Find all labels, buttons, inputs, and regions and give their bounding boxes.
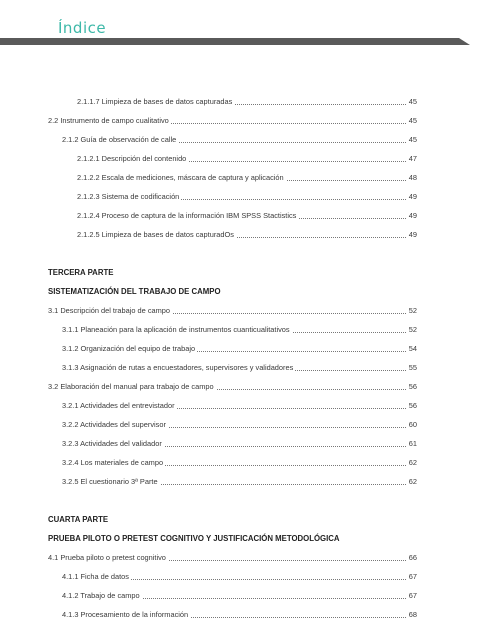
toc-entry: [0, 377, 480, 396]
toc-entry: [0, 206, 480, 225]
toc-entry-label: 4.1.3 Procesamiento de la información: [62, 605, 190, 624]
toc-entry: [0, 130, 480, 149]
toc-entry-page: 55: [407, 358, 417, 377]
toc-entry-label: 2.1.2.5 Limpieza de bases de datos capturadOs: [77, 225, 236, 244]
section-gap: [0, 491, 480, 510]
toc-entry-page: 62: [407, 472, 417, 491]
toc-entry: [0, 149, 480, 168]
part4-subheading: PRUEBA PILOTO O PRETEST COGNITIVO Y JUSTIFICACIÓN METODOLÓGICA: [48, 534, 340, 543]
toc-entry-page: 61: [407, 434, 417, 453]
toc-entry: [0, 168, 480, 187]
toc-entry-page: 52: [407, 320, 417, 339]
toc-entry: [0, 339, 480, 358]
toc-entry: [0, 358, 480, 377]
toc-entry-label: 3.2.1 Actividades del entrevistador: [62, 396, 177, 415]
part4-heading: CUARTA PARTE: [48, 515, 109, 524]
toc-entry-page: 49: [407, 206, 417, 225]
table-of-contents: [0, 92, 480, 624]
toc-entry-page: 60: [407, 415, 417, 434]
toc-entry-label: 3.2.5 El cuestionario 3ª Parte: [62, 472, 160, 491]
toc-entry-page: 54: [407, 339, 417, 358]
section-gap: [0, 244, 480, 263]
toc-entry: [0, 605, 480, 624]
part3-heading: TERCERA PARTE: [48, 268, 114, 277]
toc-entry-label: 4.1.1 Ficha de datos: [62, 567, 131, 586]
toc-entry-page: 56: [407, 377, 417, 396]
toc-entry: [0, 548, 480, 567]
toc-entry-page: 67: [407, 586, 417, 605]
toc-entry-label: 2.2 Instrumento de campo cualitativo: [48, 111, 171, 130]
toc-entry-label: 3.2.2 Actividades del supervisor: [62, 415, 168, 434]
toc-entry-label: 2.1.1.7 Limpieza de bases de datos capturadas: [77, 92, 234, 111]
toc-entry-label: 2.1.2.2 Escala de mediciones, máscara de captura y aplicación: [77, 168, 286, 187]
toc-entry-label: 2.1.2.4 Proceso de captura de la información IBM SPSS Stactistics: [77, 206, 298, 225]
toc-entry-page: 66: [407, 548, 417, 567]
toc-group-part3: [0, 301, 480, 491]
toc-group-1: [0, 92, 480, 244]
toc-entry-page: 49: [407, 225, 417, 244]
header-bar: [0, 38, 470, 45]
toc-entry-page: 62: [407, 453, 417, 472]
toc-entry-page: 45: [407, 111, 417, 130]
toc-entry: [0, 453, 480, 472]
toc-entry-label: 3.1.1 Planeación para la aplicación de instrumentos cuanticualitativos: [62, 320, 292, 339]
toc-entry: [0, 187, 480, 206]
toc-entry-label: 2.1.2 Guía de observación de calle: [62, 130, 178, 149]
toc-entry: [0, 567, 480, 586]
toc-entry: [0, 434, 480, 453]
toc-entry: [0, 586, 480, 605]
toc-entry-page: 67: [407, 567, 417, 586]
toc-entry-label: 3.1.3 Asignación de rutas a encuestadores, supervisores y validadores: [62, 358, 295, 377]
toc-entry-label: 3.1 Descripción del trabajo de campo: [48, 301, 172, 320]
toc-entry: [0, 111, 480, 130]
toc-entry-label: 3.2.4 Los materiales de campo: [62, 453, 165, 472]
toc-entry-page: 48: [407, 168, 417, 187]
page-title: Índice: [58, 19, 107, 37]
toc-group-part4: [0, 548, 480, 624]
toc-entry-label: 3.1.2 Organización del equipo de trabajo: [62, 339, 197, 358]
toc-entry-label: 4.1 Prueba piloto o pretest cognitivo: [48, 548, 168, 567]
toc-entry: [0, 396, 480, 415]
toc-entry-page: 56: [407, 396, 417, 415]
part3-subheading: SISTEMATIZACIÓN DEL TRABAJO DE CAMPO: [48, 287, 221, 296]
toc-entry-page: 68: [407, 605, 417, 624]
toc-entry: [0, 415, 480, 434]
toc-entry-page: 49: [407, 187, 417, 206]
toc-entry-label: 2.1.2.3 Sistema de codificación: [77, 187, 181, 206]
toc-entry: [0, 225, 480, 244]
toc-entry: [0, 472, 480, 491]
toc-entry-label: 2.1.2.1 Descripción del contenido: [77, 149, 188, 168]
toc-entry-page: 47: [407, 149, 417, 168]
toc-entry-label: 3.2 Elaboración del manual para trabajo de campo: [48, 377, 216, 396]
toc-entry-page: 45: [407, 92, 417, 111]
toc-entry: [0, 92, 480, 111]
toc-entry: [0, 301, 480, 320]
toc-entry-label: 3.2.3 Actividades del validador: [62, 434, 164, 453]
toc-entry-label: 4.1.2 Trabajo de campo: [62, 586, 142, 605]
toc-entry-page: 45: [407, 130, 417, 149]
toc-entry: [0, 320, 480, 339]
toc-entry-page: 52: [407, 301, 417, 320]
